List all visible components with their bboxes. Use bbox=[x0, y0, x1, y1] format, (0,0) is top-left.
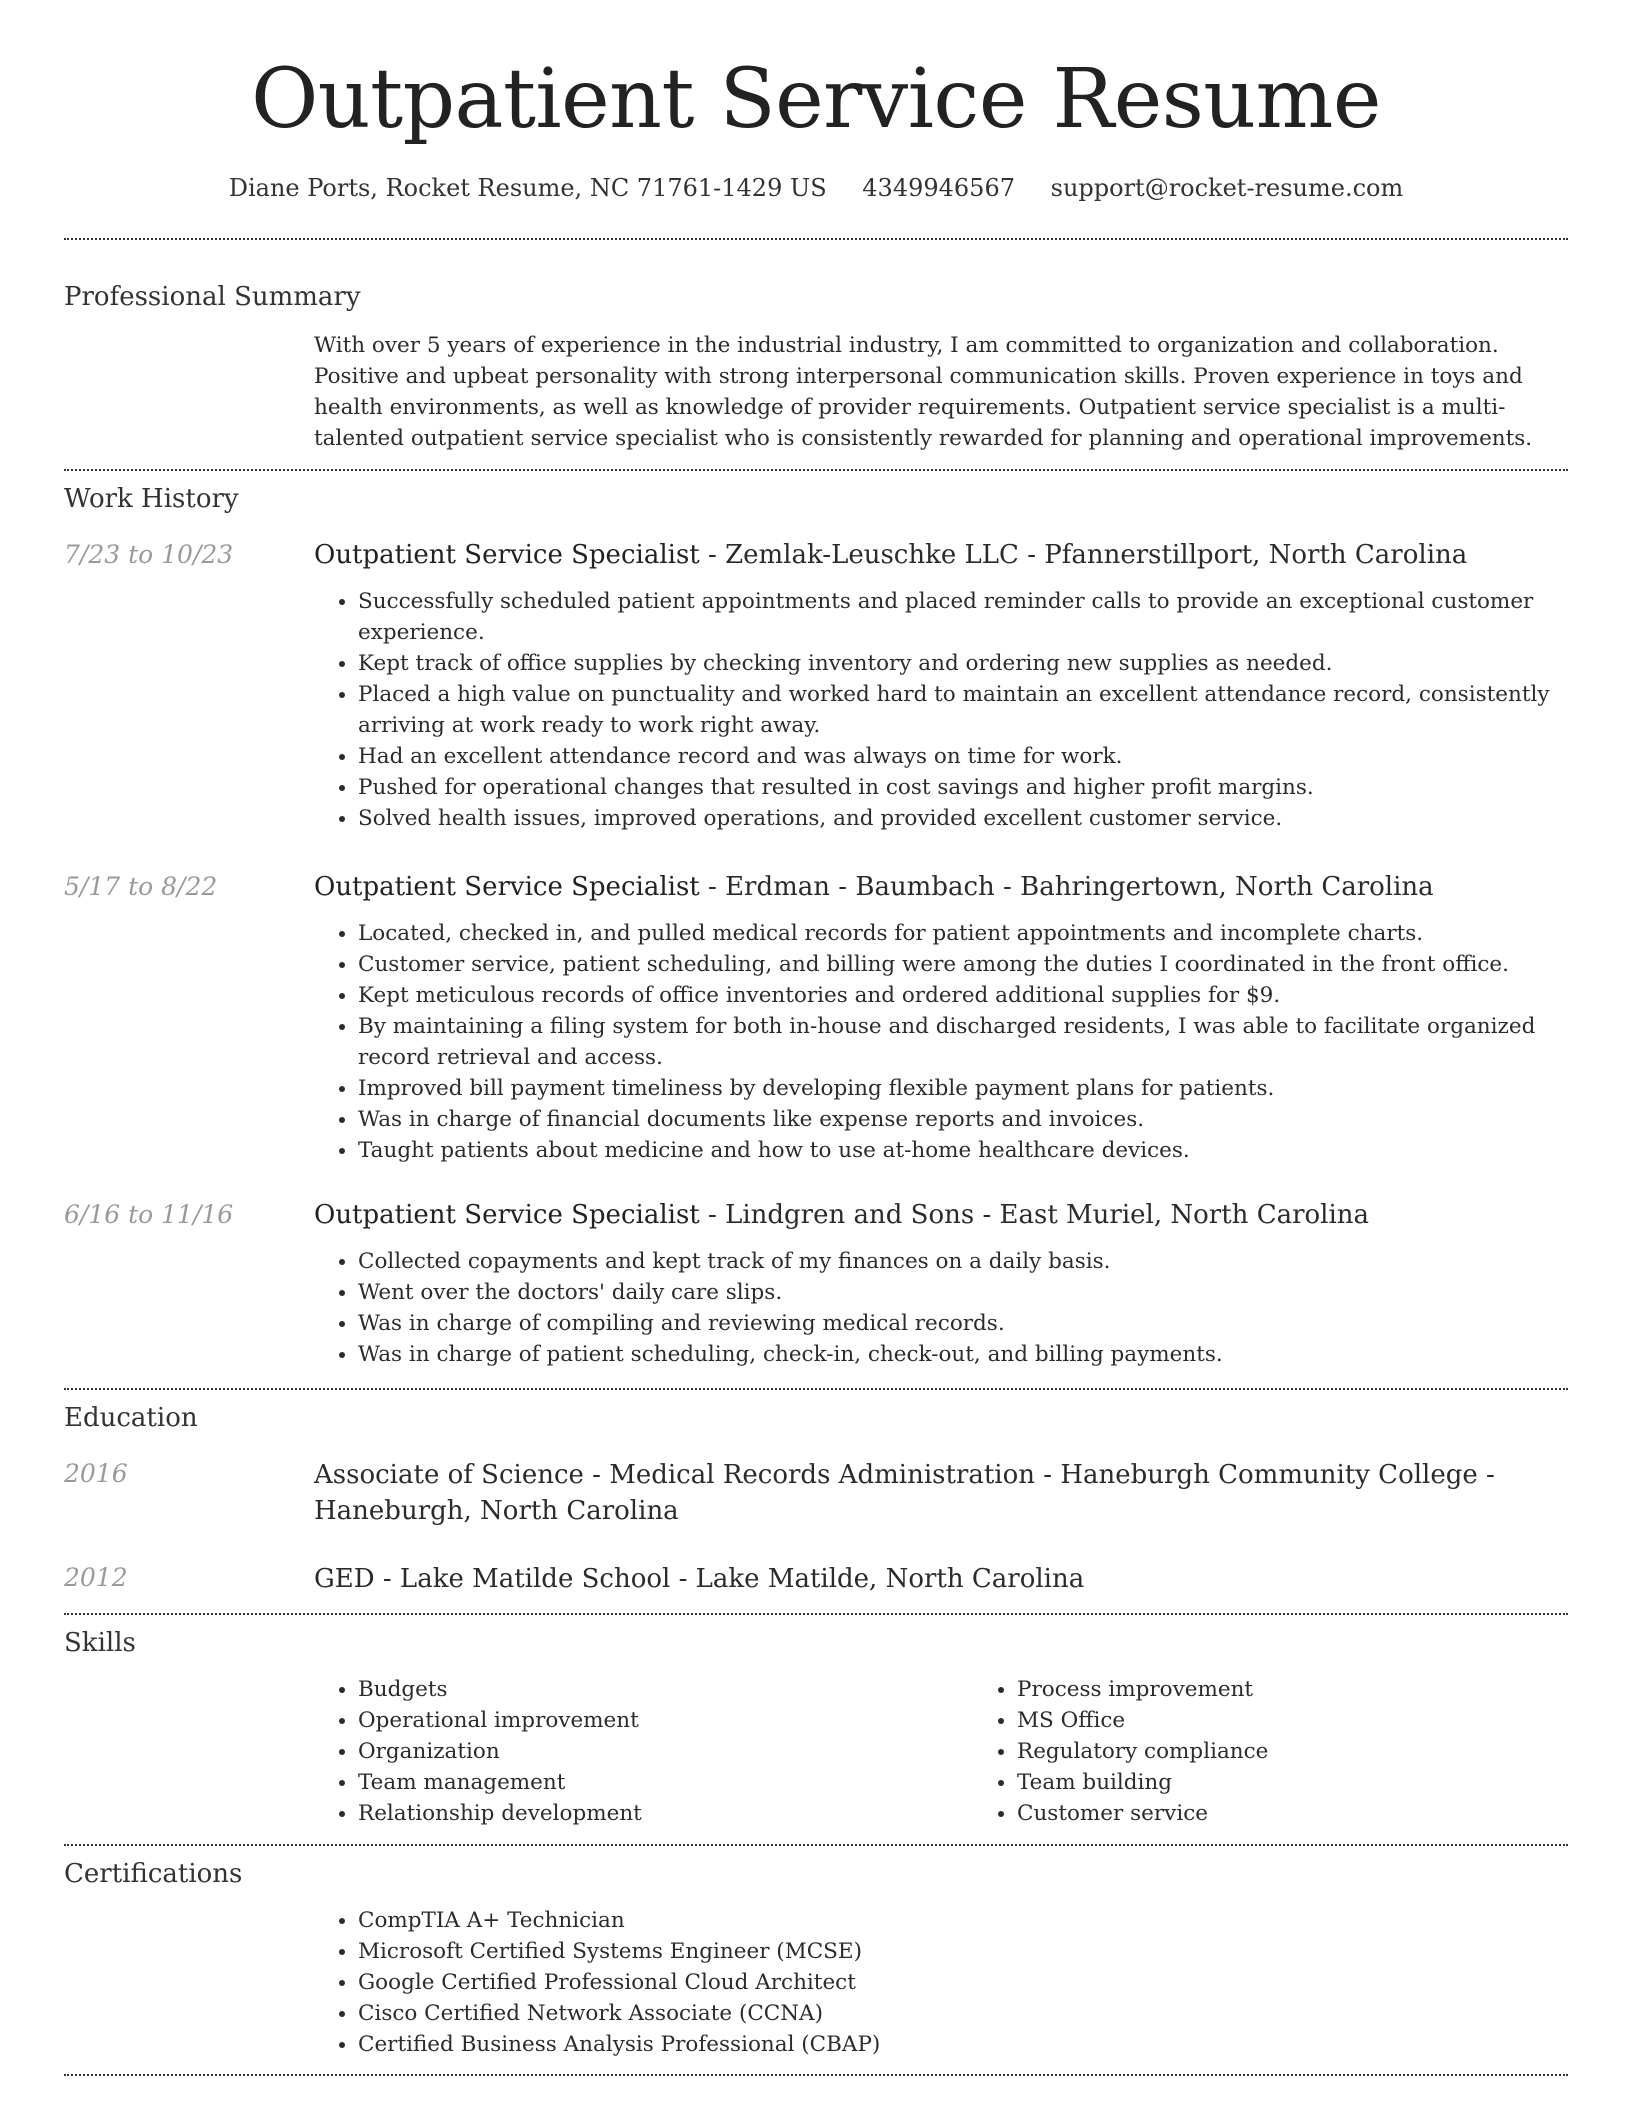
list-item: • Operational improvement bbox=[358, 1705, 973, 1736]
job-position: Outpatient Service Specialist bbox=[314, 872, 700, 902]
certifications-row bbox=[64, 1905, 1568, 2060]
job-title bbox=[314, 538, 1568, 572]
job-title bbox=[314, 870, 1568, 904]
list-item: • Pushed for operational changes that resulted in cost savings and higher profit margins. bbox=[358, 772, 1568, 803]
list-item: • Team building bbox=[1017, 1767, 1268, 1798]
list-item: • By maintaining a filing system for both in-house and discharged residents, I was able to facilitate organized record retrieval and access. bbox=[358, 1011, 1568, 1073]
list-item: • Went over the doctors' daily care slips. bbox=[358, 1277, 1568, 1308]
education-degree: GED bbox=[314, 1564, 375, 1594]
job-bullets bbox=[314, 918, 1568, 1166]
list-item: • Was in charge of financial documents like expense reports and invoices. bbox=[358, 1104, 1568, 1135]
job-entry bbox=[64, 870, 1568, 1166]
list-item: • Located, checked in, and pulled medical records for patient appointments and incomplete charts. bbox=[358, 918, 1568, 949]
certifications-list bbox=[314, 1905, 1568, 2060]
section-heading-summary: Professional Summary bbox=[64, 282, 361, 312]
list-item: • Organization bbox=[358, 1736, 973, 1767]
job-dates: 5/17 to 8/22 bbox=[64, 872, 218, 901]
list-item: • Improved bill payment timeliness by developing flexible payment plans for patients. bbox=[358, 1073, 1568, 1104]
list-item: • Microsoft Certified Systems Engineer (MCSE) bbox=[358, 1936, 1568, 1967]
job-position: Outpatient Service Specialist bbox=[314, 1200, 700, 1230]
job-entry bbox=[64, 538, 1568, 834]
list-item: • Budgets bbox=[358, 1674, 973, 1705]
job-bullets bbox=[314, 1246, 1568, 1370]
education-year: 2016 bbox=[64, 1459, 128, 1488]
job-company: - Lindgren and Sons - East Muriel, North Carolina bbox=[699, 1200, 1370, 1230]
list-item: • Kept track of office supplies by checking inventory and ordering new supplies as needed. bbox=[358, 648, 1568, 679]
list-item: • Customer service bbox=[1017, 1798, 1268, 1829]
section-heading-education: Education bbox=[64, 1403, 198, 1433]
list-item: • Was in charge of patient scheduling, check-in, check-out, and billing payments. bbox=[358, 1339, 1568, 1370]
education-entry bbox=[64, 1561, 1568, 1597]
section-heading-work: Work History bbox=[64, 484, 239, 514]
skills-column-right bbox=[973, 1674, 1268, 1829]
list-item: • MS Office bbox=[1017, 1705, 1268, 1736]
list-item: • Collected copayments and kept track of my finances on a daily basis. bbox=[358, 1246, 1568, 1277]
job-company: - Zemlak-Leuschke LLC - Pfannerstillport, North Carolina bbox=[699, 540, 1468, 570]
education-degree: Associate of Science - Medical Records Administration bbox=[314, 1460, 1036, 1490]
education-school: - Lake Matilde School - Lake Matilde, North Carolina bbox=[374, 1564, 1085, 1594]
page-title: Outpatient Service Resume bbox=[251, 52, 1381, 147]
section-heading-skills: Skills bbox=[64, 1628, 136, 1658]
list-item: • Placed a high value on punctuality and worked hard to maintain an excellent attendance record, consistently arriving at work ready to work right away. bbox=[358, 679, 1568, 741]
section-divider bbox=[64, 469, 1568, 471]
list-item: • Was in charge of compiling and reviewing medical records. bbox=[358, 1308, 1568, 1339]
education-entry bbox=[64, 1457, 1568, 1529]
contact-phone: 4349946567 bbox=[862, 174, 1015, 202]
section-heading-certifications: Certifications bbox=[64, 1859, 243, 1889]
section-divider bbox=[64, 2074, 1568, 2076]
list-item: • Google Certified Professional Cloud Architect bbox=[358, 1967, 1568, 1998]
list-item: • Had an excellent attendance record and was always on time for work. bbox=[358, 741, 1568, 772]
job-dates: 6/16 to 11/16 bbox=[64, 1200, 234, 1229]
list-item: • Taught patients about medicine and how to use at-home healthcare devices. bbox=[358, 1135, 1568, 1166]
contact-email: support@rocket-resume.com bbox=[1050, 174, 1404, 202]
contact-line bbox=[64, 172, 1568, 204]
section-divider bbox=[64, 1613, 1568, 1615]
skills-column-left bbox=[314, 1674, 973, 1829]
list-item: • CompTIA A+ Technician bbox=[358, 1905, 1568, 1936]
list-item: • Cisco Certified Network Associate (CCNA) bbox=[358, 1998, 1568, 2029]
list-item: • Team management bbox=[358, 1767, 973, 1798]
skills-row bbox=[64, 1674, 1568, 1829]
summary-row bbox=[64, 330, 1568, 454]
section-divider bbox=[64, 1388, 1568, 1390]
education-school: - Haneburgh Community College - Haneburgh, North Carolina bbox=[314, 1460, 1495, 1526]
job-bullets bbox=[314, 586, 1568, 834]
job-position: Outpatient Service Specialist bbox=[314, 540, 700, 570]
job-dates: 7/23 to 10/23 bbox=[64, 540, 234, 569]
list-item: • Regulatory compliance bbox=[1017, 1736, 1268, 1767]
list-item: • Certified Business Analysis Professional (CBAP) bbox=[358, 2029, 1568, 2060]
section-divider bbox=[64, 1844, 1568, 1846]
job-entry bbox=[64, 1198, 1568, 1370]
job-company: - Erdman - Baumbach - Bahringertown, North Carolina bbox=[699, 872, 1434, 902]
resume-page bbox=[64, 0, 1568, 2076]
list-item: • Relationship development bbox=[358, 1798, 973, 1829]
skills-list bbox=[314, 1674, 1568, 1829]
education-year: 2012 bbox=[64, 1563, 128, 1592]
list-item: • Successfully scheduled patient appointments and placed reminder calls to provide an exceptional customer experience. bbox=[358, 586, 1568, 648]
list-item: • Customer service, patient scheduling, and billing were among the duties I coordinated in the front office. bbox=[358, 949, 1568, 980]
list-item: • Process improvement bbox=[1017, 1674, 1268, 1705]
summary-text: With over 5 years of experience in the industrial industry, I am committed to organization and collaboration. Positive and upbeat personality with strong interpersonal communication skills. Proven experience in toys and health environments, as well as knowledge of provider requirements. Outpatient service specialist is a multi-talented outpatient service specialist who is consistently rewarded for planning and operational improvements. bbox=[314, 333, 1533, 451]
list-item: • Kept meticulous records of office inventories and ordered additional supplies for $9. bbox=[358, 980, 1568, 1011]
section-divider bbox=[64, 238, 1568, 240]
job-title bbox=[314, 1198, 1568, 1232]
contact-address: Diane Ports, Rocket Resume, NC 71761-1429 US bbox=[228, 174, 827, 202]
list-item: • Solved health issues, improved operations, and provided excellent customer service. bbox=[358, 803, 1568, 834]
